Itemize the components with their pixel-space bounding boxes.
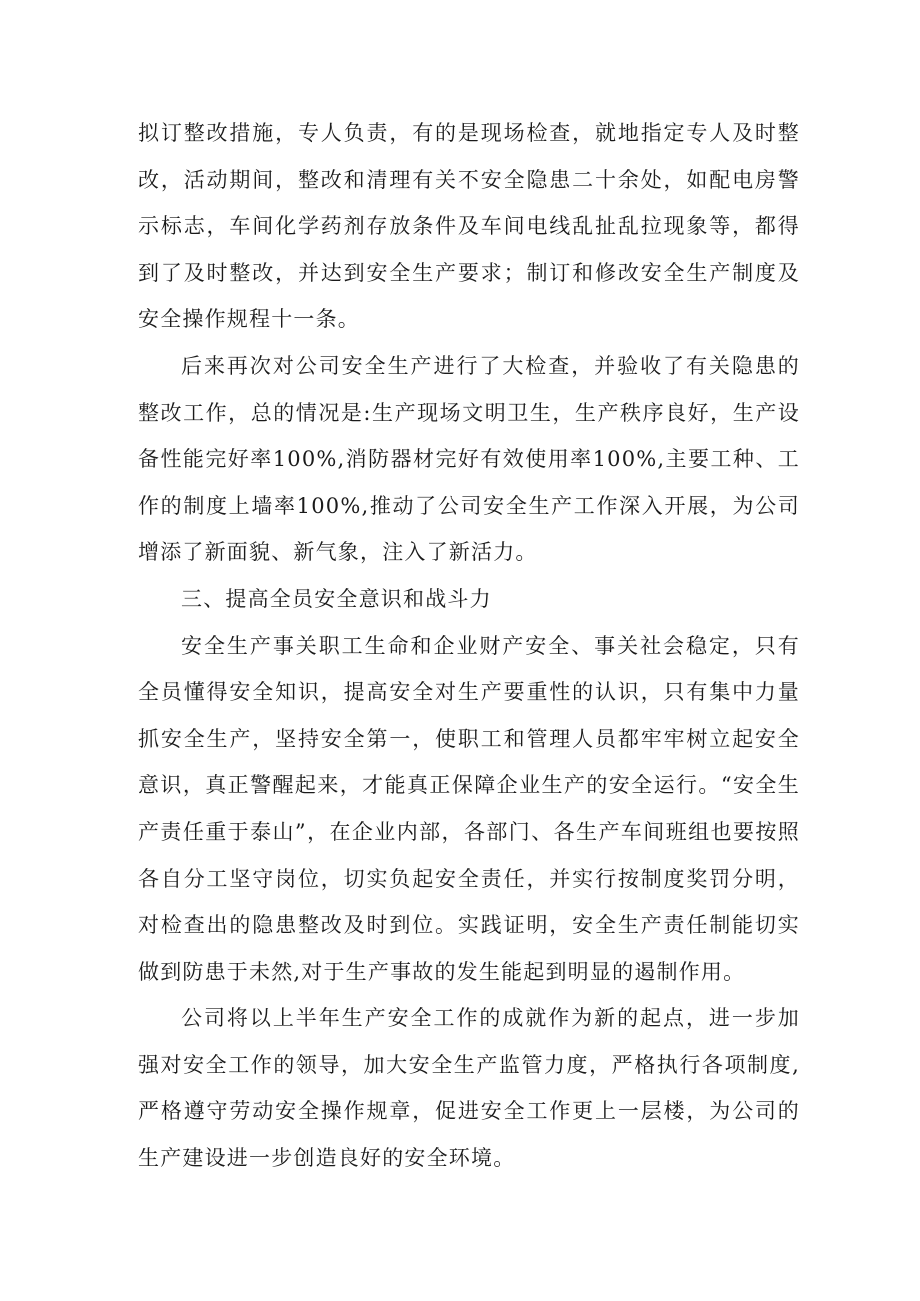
- paragraph-rectification-measures: 拟订整改措施，专人负责，有的是现场检查，就地指定专人及时整改，活动期间，整改和清理有关不安全隐患二十余处，如配电房警示标志，车间化学药剂存放条件及车间电线乱扯乱拉现象等，都得到了及时整改，并达到安全生产要求；制订和修改安全生产制度及安全操作规程十一条。: [138, 121, 800, 332]
- paragraph-future-plan: 公司将以上半年生产安全工作的成就作为新的起点，进一步加强对安全工作的领导，加大安全生产监管力度，严格执行各项制度,严格遵守劳动安全操作规章，促进安全工作更上一层楼，为公司的生产建设进一步创造良好的安全环境。: [138, 1006, 800, 1171]
- paragraph-safety-responsibility: 安全生产事关职工生命和企业财产安全、事关社会稳定，只有全员懂得安全知识，提高安全对生产要重性的认识，只有集中力量抓安全生产，坚持安全第一，使职工和管理人员都牢牢树立起安全意识，真正警醒起来，才能真正保障企业生产的安全运行。“安全生产责任重于泰山”，在企业内部，各部门、各生产车间班组也要按照各自分工坚守岗位，切实负起安全责任，并实行按制度奖罚分明，对检查出的隐患整改及时到位。实践证明，安全生产责任制能切实做到防患于未然,对于生产事故的发生能起到明显的遏制作用。: [138, 633, 800, 984]
- paragraph-inspection-results: 后来再次对公司安全生产进行了大检查，并验收了有关隐患的整改工作，总的情况是:生产现场文明卫生，生产秩序良好，生产设备性能完好率100%,消防器材完好有效使用率100%,主要工种、工作的制度上墙率100%,推动了公司安全生产工作深入开展，为公司增添了新面貌、新气象，注入了新活力。: [138, 353, 800, 565]
- document-body: [138, 110, 800, 1182]
- section-heading-safety-awareness: 三、提高全员安全意识和战斗力: [181, 586, 492, 611]
